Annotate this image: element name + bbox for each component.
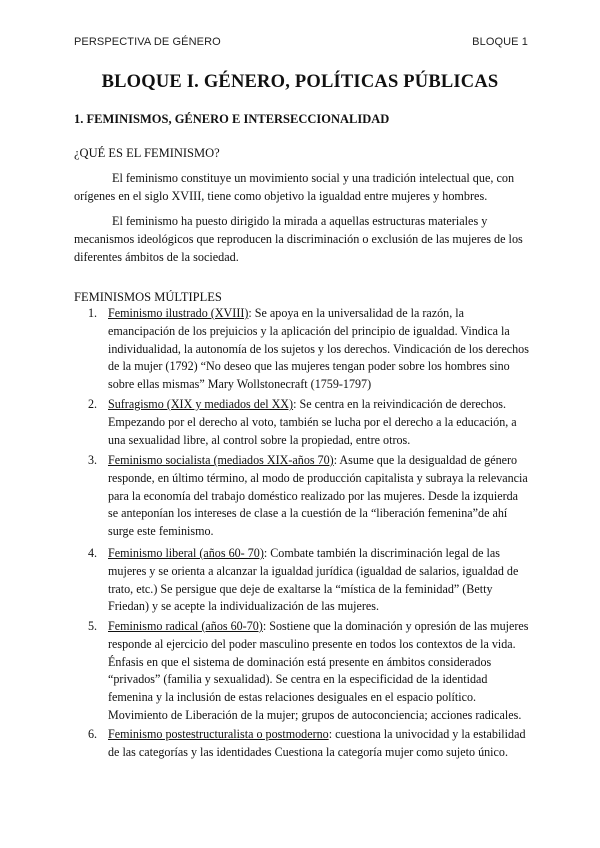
paragraph-definition: El feminismo constituye un movimiento social y una tradición intelectual que, con orígenes en el siglo XVIII, tiene como objetivo la igualdad entre mujeres y hombres.	[74, 171, 515, 203]
list-number: 6.	[88, 727, 98, 741]
list-item	[74, 618, 530, 725]
list-item	[74, 305, 530, 394]
list-number: 4.	[88, 546, 98, 560]
question-heading: ¿QUÉ ES EL FEMINISMO?	[74, 146, 220, 160]
section-heading: 1. FEMINISMOS, GÉNERO E INTERSECCIONALIDAD	[74, 112, 390, 126]
feminism-list-item-6	[74, 726, 530, 762]
list-term: Feminismo radical (años 60-70)	[108, 619, 263, 633]
running-header-left: PERSPECTIVA DE GÉNERO	[74, 36, 221, 48]
list-term: Feminismo liberal (años 60- 70)	[108, 546, 264, 560]
list-text: : Asume que la desigualdad de género responde, en último término, al modo de producción capitalista y subraya la relevancia para la economía del trabajo doméstico realizado por las mujeres. Desde la izquierda se anteponían los intereses de clase a la cuestión de la “liberación femenina”de ahí surge este feminismo.	[108, 453, 528, 539]
feminism-list-item-1	[74, 305, 530, 394]
paragraph-focus: El feminismo ha puesto dirigido la mirada a aquellas estructuras materiales y mecanismos ideológicos que reproducen la discriminación o exclusión de las mujeres de los diferentes ámbitos de la sociedad.	[74, 214, 523, 264]
feminism-list-item-4	[74, 545, 530, 616]
list-number: 5.	[88, 619, 98, 633]
feminism-list-item-2	[74, 396, 530, 449]
feminism-list-item-5	[74, 618, 530, 725]
list-number: 2.	[88, 397, 98, 411]
list-item	[74, 452, 530, 541]
list-item	[74, 726, 530, 762]
list-term: Feminismo ilustrado (XVIII)	[108, 306, 249, 320]
running-header-right: BLOQUE 1	[472, 36, 528, 48]
list-number: 1.	[88, 306, 98, 320]
list-term: Sufragismo (XIX y mediados del XX)	[108, 397, 294, 411]
list-text: : Se centra en la reivindicación de derechos. Empezando por el derecho al voto, también se lucha por el derecho a la educación, a una sexualidad libre, al control sobre la propiedad, entre otros.	[108, 397, 517, 447]
list-text: : Combate también la discriminación legal de las mujeres y se orienta a alcanzar la igualdad jurídica (igualdad de salarios, igualdad de trato, etc.) Se persigue que deje de exaltarse la “mística de la feminidad” (Betty Friedan) y se acepte la individualización de las mujeres.	[108, 546, 519, 614]
list-item	[74, 545, 530, 616]
list-item	[74, 396, 530, 449]
feminism-list-item-3	[74, 452, 530, 541]
list-text: : cuestiona la univocidad y la estabilidad de las categorías y las identidades Cuestiona la categoría mujer como sujeto único.	[108, 727, 526, 759]
list-text: : Sostiene que la dominación y opresión de las mujeres responde al ejercicio del poder masculino presente en todos los contextos de la vida. Énfasis en que el sistema de dominación está presente en ámbitos considerados “privados” (familia y sexualidad). Se centra en la especificidad de la identidad femenina y la inclusión de estas relaciones desiguales en el espacio político. Movimiento de Liberación de la mujer; grupos de autoconciencia; acciones radicales.	[108, 619, 529, 722]
subheading-feminismos-multiples: FEMINISMOS MÚLTIPLES	[74, 290, 222, 304]
list-term: Feminismo socialista (mediados XIX-años 70)	[108, 453, 334, 467]
document-title: BLOQUE I. GÉNERO, POLÍTICAS PÚBLICAS	[101, 72, 499, 92]
list-term: Feminismo postestructuralista o postmoderno	[108, 727, 329, 741]
list-text: : Se apoya en la universalidad de la razón, la emancipación de los prejuicios y la aplicación del principio de igualdad. Vindica la individualidad, la autonomía de los sujetos y los derechos. Vindicación de los derechos de la mujer (1792) “No deseo que las mujeres tengan poder sobre los hombres sino sobre ellas mismas” Mary Wollstonecraft (1759-1797)	[108, 306, 529, 392]
list-number: 3.	[88, 453, 98, 467]
